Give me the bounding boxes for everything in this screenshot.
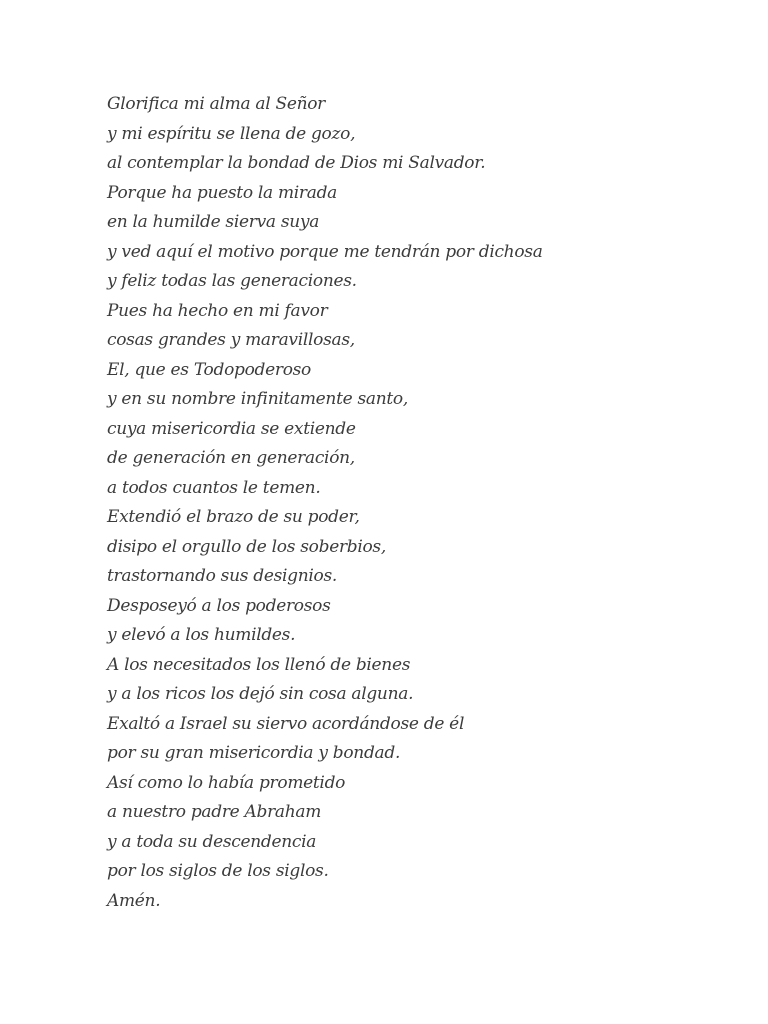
poem-line: a todos cuantos le temen. — [107, 477, 321, 498]
poem-line: a nuestro padre Abraham — [107, 802, 322, 822]
poem-line: por su gran misericordia y bondad. — [107, 743, 401, 763]
poem-line: Así como lo había prometido — [107, 772, 346, 793]
poem-line: y a toda su descendencia — [107, 831, 317, 852]
poem-line: Glorifica mi alma al Señor — [107, 94, 325, 114]
poem-line: por los siglos de los siglos. — [107, 861, 329, 881]
poem-line: en la humilde sierva suya — [107, 212, 320, 232]
poem-line: Extendió el brazo de su poder, — [107, 507, 360, 527]
poem-line: al contemplar la bondad de Dios mi Salvador. — [107, 153, 486, 173]
poem-line: y ved aquí el motivo porque me tendrán por dichosa — [107, 241, 543, 262]
poem-line: y mi espíritu se llena de gozo, — [107, 123, 356, 144]
poem-line: y feliz todas las generaciones. — [107, 271, 357, 291]
poem-line: A los necesitados los llenó de bienes — [107, 654, 411, 675]
poem-line: y en su nombre infinitamente santo, — [107, 389, 408, 409]
poem-line: de generación en generación, — [107, 448, 355, 468]
poem-line: y a los ricos los dejó sin cosa alguna. — [107, 684, 414, 704]
poem-line: Porque ha puesto la mirada — [107, 182, 337, 203]
poem-line: Amén. — [107, 890, 161, 911]
poem-line: trastornando sus designios. — [107, 566, 337, 586]
poem-line: El, que es Todopoderoso — [107, 359, 311, 380]
poem-line: disipo el orgullo de los soberbios, — [107, 536, 386, 557]
poem-line: cuya misericordia se extiende — [107, 418, 356, 439]
poem-line: Pues ha hecho en mi favor — [107, 300, 328, 321]
poem-text — [107, 90, 707, 916]
poem-line: Desposeyó a los poderosos — [107, 595, 331, 616]
poem-line: y elevó a los humildes. — [107, 625, 296, 645]
poem-line: Exaltó a Israel su siervo acordándose de él — [107, 713, 465, 734]
poem-line: cosas grandes y maravillosas, — [107, 330, 355, 350]
